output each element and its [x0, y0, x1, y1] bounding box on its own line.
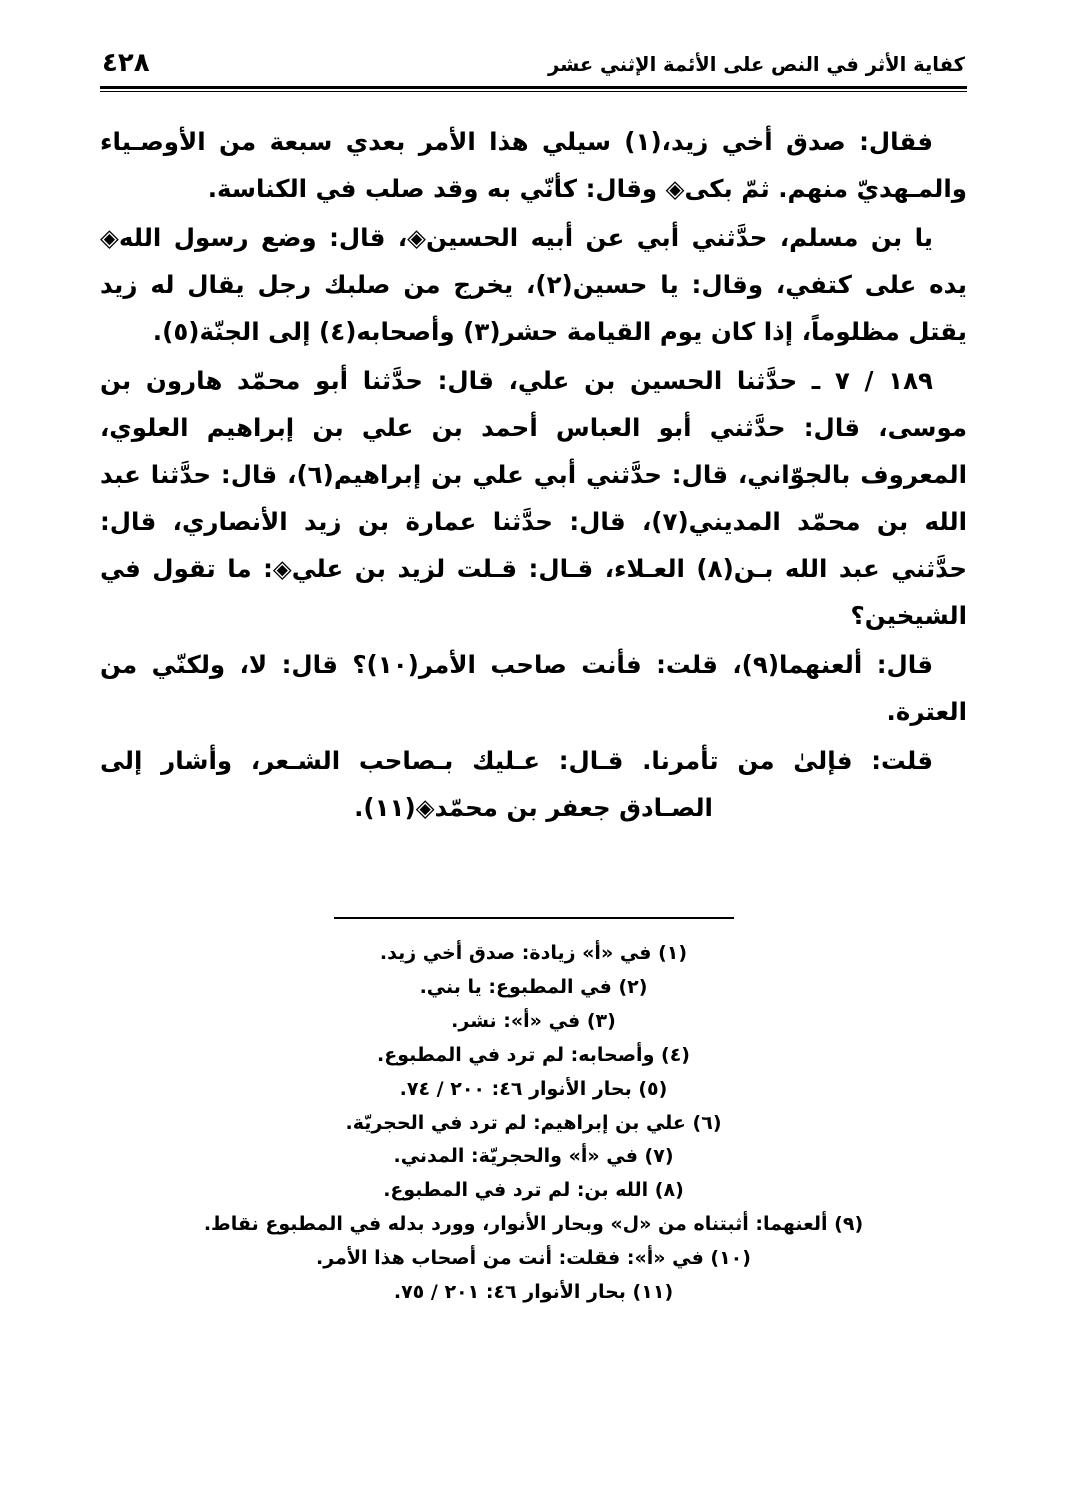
footnote-item: (٢) في المطبوع: يا بني. [419, 976, 648, 999]
footnote-item: (١) في «أ» زيادة: صدق أخي زيد. [379, 942, 688, 965]
footnote-item: (١٠) في «أ»: فقلت: أنت من أصحاب هذا الأمر. [316, 1246, 751, 1269]
footnote-item: (٩) ألعنهما: أثبتناه من «ل» وبحار الأنوار، وورد بدله في المطبوع نقاط. [203, 1212, 864, 1235]
book-title: كفاية الأثر في النص على الأئمة الإثني عشر [547, 53, 965, 76]
main-text [100, 118, 967, 831]
footnote-item: (٧) في «أ» والحجريّة: المدني. [393, 1145, 674, 1168]
page-number: ٤٢٨ [102, 48, 150, 78]
paragraph: قلت: فإلىٰ من تأمرنا. قـال: عـليك بـصاحب الشـعر، وأشار إلى الصـادق جعفر بن محمّد◈(١١). [100, 746, 933, 823]
page-header [100, 48, 967, 78]
header-divider [100, 86, 967, 92]
footnote-item: (٣) في «أ»: نشر. [451, 1010, 616, 1033]
footnote-item: (٦) علي بن إبراهيم: لم ترد في الحجريّة. [345, 1111, 722, 1134]
paragraph: يا بن مسلم، حدَّثني أبي عن أبيه الحسين◈، قال: وضع رسول الله◈ يده على كتفي، وقال: يا حسين(٢)، يخرج من صلبك رجل يقال له زيد يقتل مظلوماً، إذا كان يوم القيامة حشر(٣) وأصحابه(٤) إلى الجنّة(٥). [100, 223, 967, 347]
footnote-item: (٥) بحار الأنوار ٤٦: ٢٠٠ / ٧٤. [399, 1077, 668, 1100]
footnotes-block [100, 937, 967, 1309]
footnote-item: (٤) وأصحابه: لم ترد في المطبوع. [377, 1043, 690, 1066]
paragraph: قال: ألعنهما(٩)، قلت: فأنت صاحب الأمر(١٠)؟ قال: لا، ولكنّي من العترة. [100, 650, 967, 727]
paragraph: ١٨٩ / ٧ ـ حدَّثنا الحسين بن علي، قال: حدَّثنا أبو محمّد هارون بن موسى، قال: حدَّثني أبو العباس أحمد بن علي بن إبراهيم العلوي، المعروف بالجوّاني، قال: حدَّثني أبي علي بن إبراهيم(٦)، قال: حدَّثنا عبد الله بن محمّد المديني(٧)، قال: حدَّثنا عمارة بن زيد الأنصاري، قال: حدَّثني عبد الله بـن(٨) العـلاء، قـال: قـلت لزيد بن علي◈: ما تقول في الشيخين؟ [100, 366, 967, 631]
footnote-item: (١١) بحار الأنوار ٤٦: ٢٠١ / ٧٥. [393, 1280, 674, 1303]
paragraph: فقال: صدق أخي زيد،(١) سيلي هذا الأمر بعدي سبعة من الأوصـياء والمـهديّ منهم. ثمّ بكى◈ وقال: كأنّي به وقد صلب في الكناسة. [100, 127, 967, 204]
footnote-separator [334, 917, 734, 919]
footnote-item: (٨) الله بن: لم ترد في المطبوع. [383, 1179, 684, 1202]
